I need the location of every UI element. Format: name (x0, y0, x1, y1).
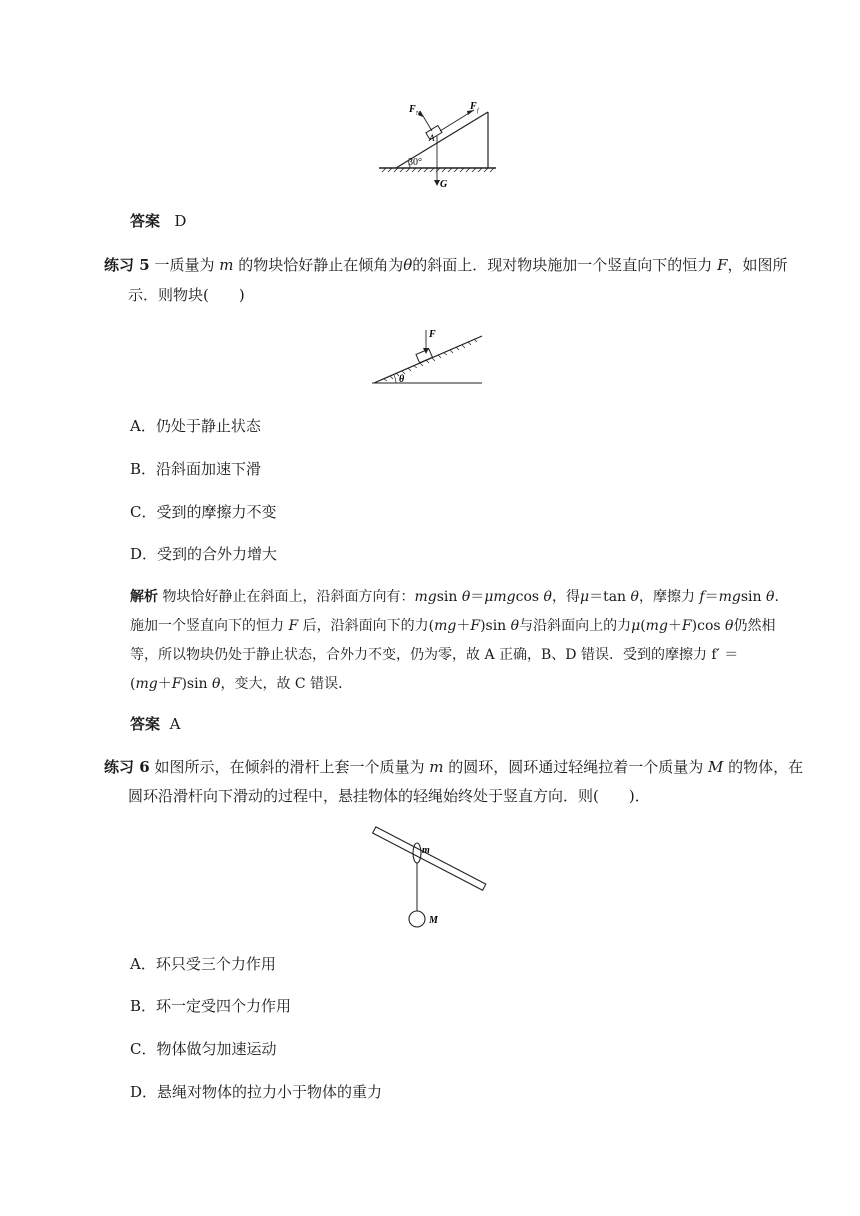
answer-label: 答案 (130, 715, 161, 733)
exercise-5-option-c: C．受到的摩擦力不变 (130, 503, 277, 521)
exercise-6-stem-line-2: 圆环沿滑杆向下滑动的过程中，悬挂物体的轻绳始终处于竖直方向．则( )． (128, 787, 650, 805)
fn-sub-label: N (416, 111, 421, 117)
exercise-5-option-a: A．仍处于静止状态 (130, 417, 261, 435)
mass-m-label: M (429, 915, 438, 926)
g-label: G (440, 179, 448, 190)
exercise-6-stem-line-1 (104, 757, 803, 777)
exercise-5-option-b: B．沿斜面加速下滑 (130, 460, 262, 478)
exercise-5-label: 练习 5 (104, 256, 150, 274)
exercise-6-option-c: C．物体做匀加速运动 (130, 1040, 277, 1058)
angle-30-label: 30° (408, 157, 422, 168)
analysis-line-3: 等，所以物块仍处于静止状态，合外力不变，仍为零，故 A 正确，B、D 错误．受到的摩擦力 f′ ＝ (130, 647, 739, 663)
exercise-5-stem-line-1 (104, 255, 788, 275)
answer-5 (130, 714, 180, 734)
exercise-6-label: 练习 6 (104, 758, 150, 776)
fn-label: F (409, 104, 416, 115)
exercise-5-stem-line-2: 示．则物块( ) (128, 286, 245, 304)
block-a-label: A (429, 133, 435, 143)
exercise-5-option-d: D．受到的合外力增大 (130, 545, 278, 563)
exercise-6-option-b: B．环一定受四个力作用 (130, 997, 292, 1015)
answer-label: 答案 (130, 212, 161, 230)
ff-label: F (470, 101, 477, 112)
exercise-6-stem-text: 如图所示，在倾斜的滑杆上套一个质量为 m 的圆环，圆环通过轻绳拉着一个质量为 M 的物体，在 (154, 758, 804, 776)
ff-sub-label: f (477, 108, 479, 114)
theta-label: θ (399, 374, 405, 385)
answer-4 (130, 211, 186, 231)
exercise-6-option-a: A．环只受三个力作用 (130, 955, 276, 973)
analysis-label: 解析 (130, 589, 158, 605)
analysis-line-1 (130, 587, 779, 607)
answer-value: D (174, 212, 187, 230)
analysis-line-2: 施加一个竖直向下的恒力 F 后，沿斜面向下的力(mg＋F)sin θ与沿斜面向上的力μ(mg＋F)cos θ仍然相 (130, 618, 776, 634)
exercise-6-option-d: D．悬绳对物体的拉力小于物体的重力 (130, 1083, 383, 1101)
ring-m-label: m (422, 845, 430, 856)
force-f-label: F (429, 329, 436, 340)
sliding-ring-figure (368, 824, 490, 932)
exercise-5-stem-text: 一质量为 m 的物块恰好静止在倾角为θ的斜面上．现对物块施加一个竖直向下的恒力 F，如图所 (154, 256, 788, 274)
analysis-text-1: 物块恰好静止在斜面上，沿斜面方向有：mgsin θ＝μmgcos θ，得μ＝tan θ，摩擦力 f＝mgsin θ. (158, 589, 779, 605)
incline-theta-figure (372, 324, 484, 386)
incline-30-figure (374, 98, 504, 190)
analysis-line-4: (mg＋F)sin θ，变大，故 C 错误． (130, 676, 353, 692)
answer-value: A (169, 715, 181, 733)
